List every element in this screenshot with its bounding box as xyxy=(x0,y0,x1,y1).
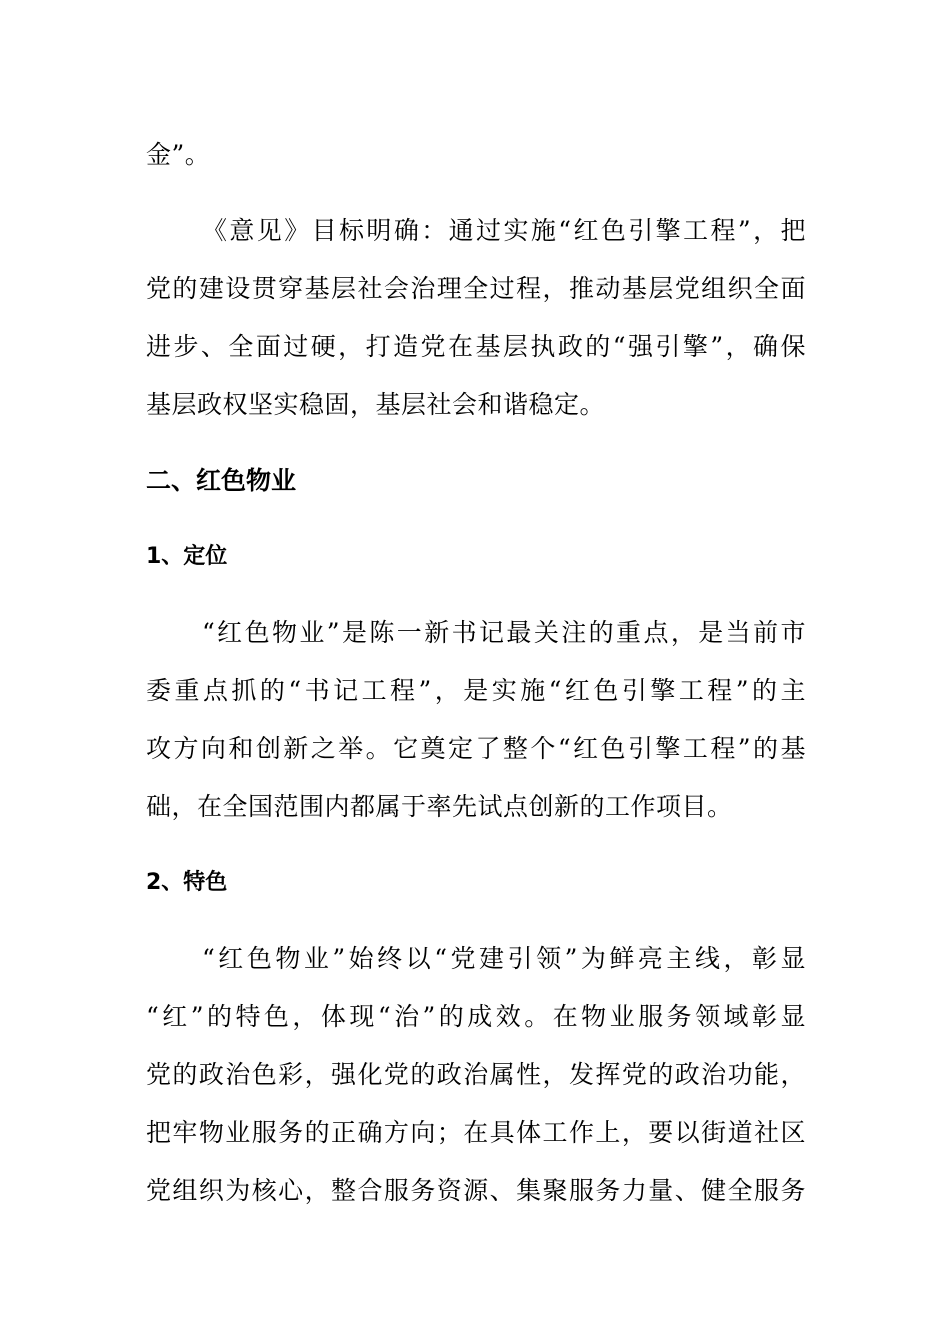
paragraph-line: “红色物业”是陈一新书记最关注的重点，是当前市 xyxy=(202,618,806,647)
subsection-heading-positioning: 1、定位 xyxy=(146,544,228,569)
paragraph-line: 《意见》目标明确：通过实施“红色引擎工程”，把 xyxy=(202,216,806,245)
paragraph-line: 把牢物业服务的正确方向；在具体工作上，要以街道社区 xyxy=(146,1118,806,1147)
document-body xyxy=(146,126,806,1220)
paragraph-gap xyxy=(146,912,806,930)
section-heading: 二、红色物业 xyxy=(146,466,297,495)
paragraph-gap xyxy=(146,434,806,452)
paragraph-gap xyxy=(146,836,806,854)
subsection-heading-features: 2、特色 xyxy=(146,870,228,895)
paragraph-positioning xyxy=(146,604,806,836)
paragraph-gap xyxy=(146,510,806,528)
paragraph-goal xyxy=(146,202,806,434)
paragraph-gap xyxy=(146,586,806,604)
paragraph-line: “红色物业”始终以“党建引领”为鲜亮主线，彰显 xyxy=(202,944,806,973)
paragraph-line: 攻方向和创新之举。它奠定了整个“红色引擎工程”的基 xyxy=(146,734,806,763)
paragraph-line: “红”的特色，体现“治”的成效。在物业服务领域彰显 xyxy=(146,1002,806,1031)
paragraph-gap xyxy=(146,184,806,202)
paragraph-line: 党的政治色彩，强化党的政治属性，发挥党的政治功能， xyxy=(146,1060,806,1089)
paragraph-line: 础，在全国范围内都属于率先试点创新的工作项目。 xyxy=(146,792,733,821)
paragraph-line: 进步、全面过硬，打造党在基层执政的“强引擎”，确保 xyxy=(146,332,806,361)
paragraph-line: 委重点抓的“书记工程”，是实施“红色引擎工程”的主 xyxy=(146,676,806,705)
paragraph-line: 党组织为核心，整合服务资源、集聚服务力量、健全服务 xyxy=(146,1176,806,1205)
paragraph-line: 党的建设贯穿基层社会治理全过程，推动基层党组织全面 xyxy=(146,274,806,303)
paragraph-line: 基层政权坚实稳固，基层社会和谐稳定。 xyxy=(146,390,606,419)
paragraph-features xyxy=(146,930,806,1220)
paragraph-line: 金”。 xyxy=(146,140,211,169)
